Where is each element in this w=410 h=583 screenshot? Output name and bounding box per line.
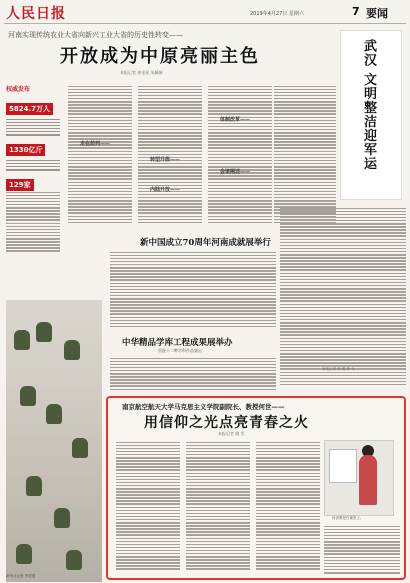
photo-caption: 新华社记者 李贺摄 [6, 574, 36, 578]
dateline: 2019年4月27日 星期六 [250, 11, 304, 17]
masthead [4, 2, 406, 24]
feature-headline: 用信仰之光点亮青春之火 [144, 415, 309, 431]
lead-byline: 本报记者 龚金星 朱佩娴 [120, 70, 163, 75]
body-text-column [324, 524, 400, 576]
right-column-title: 武汉 文明整洁迎军运 [361, 39, 376, 171]
body-text-column [110, 356, 276, 392]
newspaper-logo: 人民日报 [6, 6, 66, 22]
lead-headline: 开放成为中原亮丽主色 [60, 46, 260, 67]
column-subhead: 会谈阐述—— [220, 169, 251, 175]
body-text-column [110, 250, 276, 330]
mid-story-title: 新中国成立70周年河南成就展举行 [140, 238, 271, 248]
lead-kicker: 河南实现传统农业大省向新兴工业大省的历史性转变—— [8, 31, 183, 39]
column-subhead: 内陆开放—— [150, 187, 181, 193]
stat-badge: 129家 [6, 179, 34, 191]
right-column-feature [340, 30, 402, 200]
training-photo [6, 300, 102, 582]
body-text-column [186, 440, 250, 576]
body-text-column [256, 440, 320, 576]
column-subhead: 体制改革—— [220, 117, 251, 123]
body-text-column [6, 190, 62, 290]
feature-kicker: 南京航空航天大学马克思主义学院副院长、教授何世—— [122, 403, 285, 411]
data-sidebar-title: 权威发布 [6, 86, 31, 93]
column-subhead: 转型升级—— [150, 157, 181, 163]
page-name: 要闻 [366, 7, 388, 20]
lecturer-photo-caption: 何世教授在课堂上。 [332, 516, 364, 520]
body-text-column [208, 84, 272, 230]
stat-badge: 1330亿斤 [6, 144, 45, 156]
body-text-column [116, 440, 180, 576]
feature-story-box [106, 396, 406, 580]
body-text-column [68, 84, 132, 230]
stat-badge: 5824.7万人 [6, 103, 53, 115]
mid-story2-subtitle: 首批十二种学科作品集出 [158, 348, 202, 353]
lecturer-photo [324, 440, 394, 516]
feature-byline: 本报记者 姚 雪 [218, 431, 245, 436]
body-text-column [280, 206, 406, 394]
mid-story2-title: 中华精品学库工程成果展举办 [122, 338, 233, 348]
column-subhead: 走在前列—— [80, 141, 111, 147]
page-number: 7 [352, 5, 360, 18]
mid-story2-byline: 本报记者 聂 俊 薛 飞 [322, 367, 355, 371]
